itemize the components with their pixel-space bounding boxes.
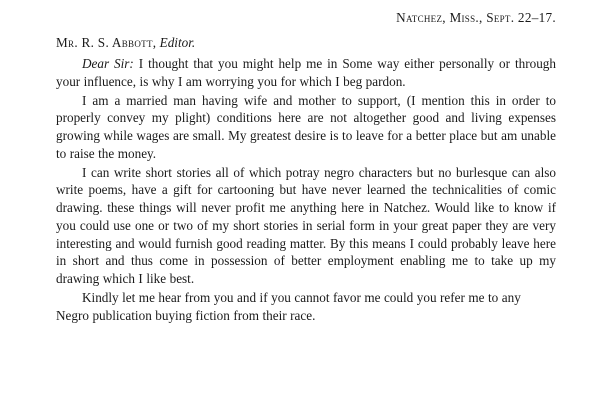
paragraph-text: I am a married man having wife and mother to support, (I mention this in order to properly convey my plight) conditions here are not altogether good and living expenses growing while wages are small. My greatest desire is to leave for a better place but am unable to raise the money. xyxy=(56,92,556,161)
paragraph-text: I can write short stories all of which potray negro characters but no burlesque can also write poems, have a gift for cartooning but have never learned the technicalities of comic drawing. these things will never profit me anything here in Natchez. Would like to know if you could use one or two of my short stories in serial form in your great paper they are very interesting and would furnish good reading matter. By this means I could probably leave here in short and thus come in possession of better employment enabling me to take up my drawing which I like best. xyxy=(56,164,556,286)
letter-paragraph-1 xyxy=(56,55,556,91)
addressee-name: Mr. R. S. Abbott, xyxy=(56,35,157,50)
addressee-role: Editor. xyxy=(159,35,196,50)
addressee-line xyxy=(56,35,556,51)
letter-paragraph-2 xyxy=(56,92,556,163)
paragraph-text: I thought that you might help me in Some way either personally or through your influence, is why I am worrying you for which I beg pardon. xyxy=(56,56,556,89)
dateline: Natchez, Miss., Sept. 22–17. xyxy=(396,10,556,25)
paragraph-lead-in: Dear Sir: xyxy=(82,56,134,71)
paragraph-text: Kindly let me hear from you and if you cannot favor me could you refer me to any Negro publication buying fiction from their race. xyxy=(56,289,521,323)
letter-paragraph-4 xyxy=(56,289,556,325)
letter-paragraph-3 xyxy=(56,164,556,288)
